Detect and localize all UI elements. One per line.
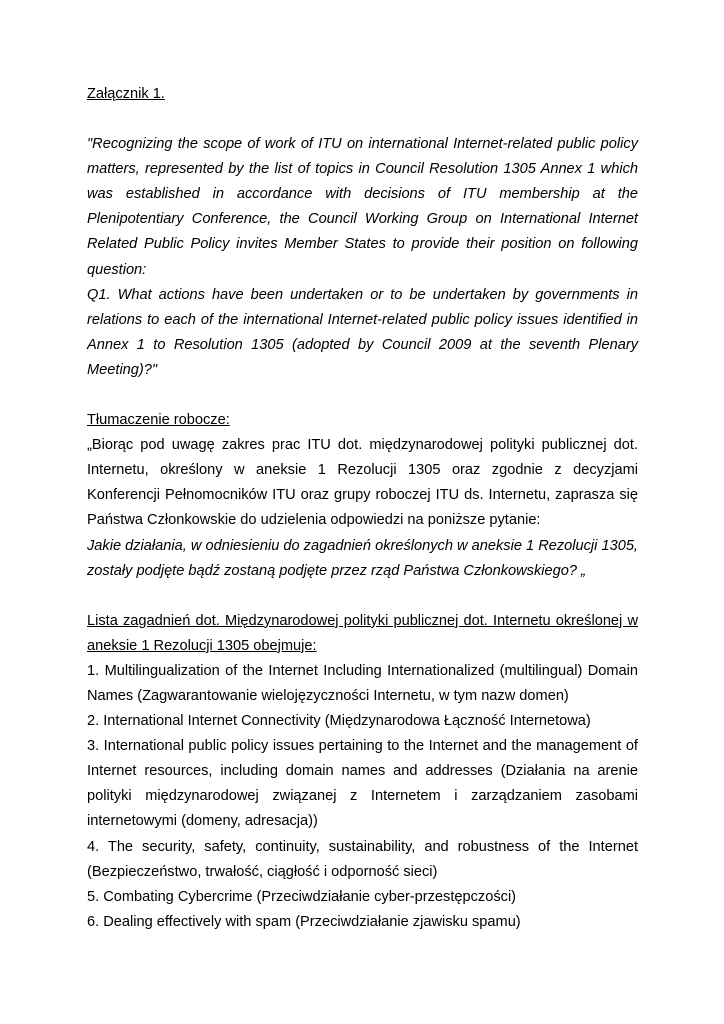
annex-title: Załącznik 1. [87,86,165,102]
list-item: 3. International public policy issues pertaining to the Internet and the management of Internet resources, including domain names and addresses (Działania na arenie polityki międzynarodowej związanej z Internetem i zarządzaniem zasobami internetowymi (domeny, adresacja)) [87,738,638,830]
list-item: 5. Combating Cybercrime (Przeciwdziałanie cyber-przestępczości) [87,888,517,905]
topic-list [87,659,638,935]
list-item: 1. Multilingualization of the Internet Including Internationalized (multilingual) Domain Names (Zagwarantowanie wielojęzyczności Internetu, w tym nazw domen) [87,662,638,704]
list-item: 6. Dealing effectively with spam (Przeciwdziałanie zjawisku spamu) [87,913,521,930]
translation-heading: Tłumaczenie robocze: [87,412,230,429]
translation-question: Jakie działania, w odniesieniu do zagadnień określonych w aneksie 1 Rezolucji 1305, zostały podjęte bądź zostaną podjęte przez rząd Państwa Członkowskiego? „ [87,537,638,579]
spacer [87,383,638,408]
translation-body: „Biorąc pod uwagę zakres prac ITU dot. międzynarodowej polityki publicznej dot. Internetu, określony w aneksie 1 Rezolucji 1305 oraz zgodnie z decyzjami Konferencji Pełnomocników ITU oraz grupy roboczej ITU ds. Internetu, zaprasza się Państwa Członkowskie do udzielenia odpowiedzi na poniższe pytanie: [87,437,638,529]
english-question: Q1. What actions have been undertaken or to be undertaken by governments in relations to each of the international Internet-related public policy issues identified in Annex 1 to Resolution 1305 (adopted by Council 2009 at the seventh Plenary Meeting)?" [87,286,638,378]
list-heading: Lista zagadnień dot. Międzynarodowej polityki publicznej dot. Internetu określonej w aneksie 1 Rezolucji 1305 obejmuje: [87,612,638,654]
spacer [87,107,638,132]
document-page [87,82,638,935]
list-item: 4. The security, safety, continuity, sustainability, and robustness of the Internet (Bezpieczeństwo, trwałość, ciągłość i odporność sieci) [87,838,638,880]
list-item: 2. International Internet Connectivity (Międzynarodowa Łączność Internetowa) [87,713,591,730]
spacer [87,584,638,609]
english-quote: "Recognizing the scope of work of ITU on international Internet-related public policy matters, represented by the list of topics in Council Resolution 1305 Annex 1 which was established in accordance with decisions of ITU membership at the Plenipotentiary Conference, the Council Working Group on International Internet Related Public Policy invites Member States to provide their position on following question: [87,136,638,278]
